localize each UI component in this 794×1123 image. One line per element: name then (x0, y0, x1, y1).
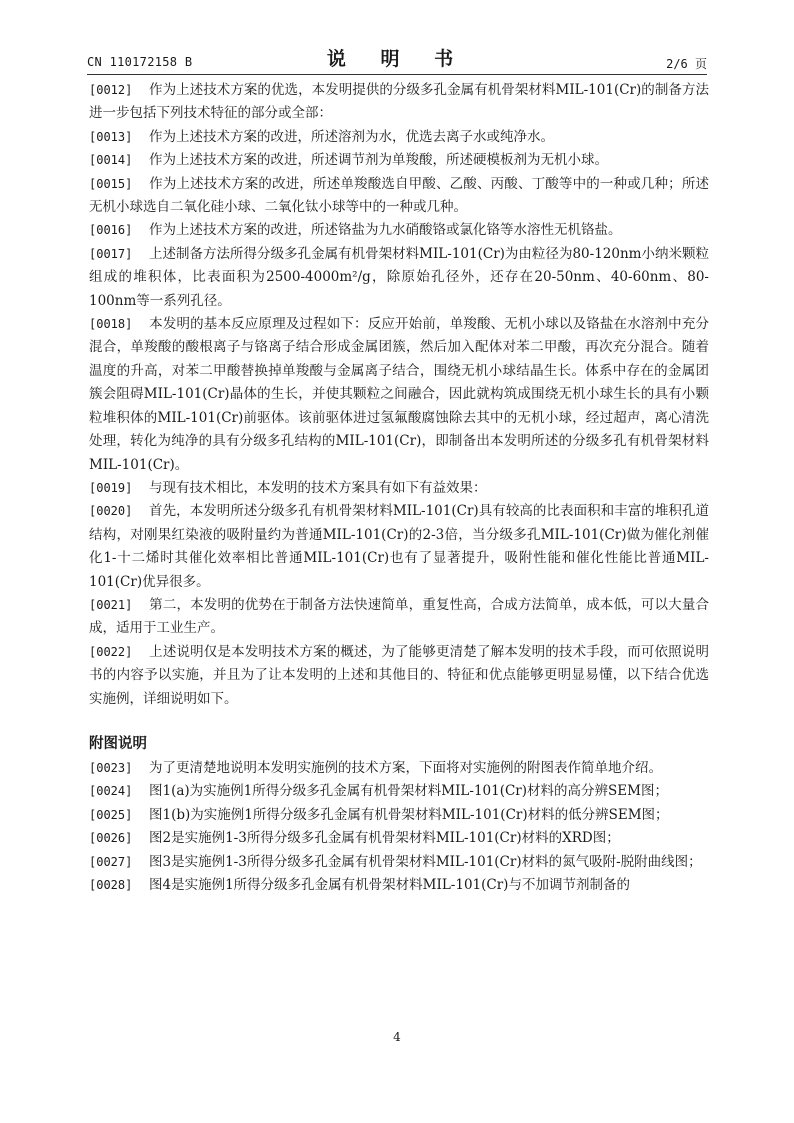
paragraph (89, 641, 709, 711)
paragraph-text: 图1(b)为实施例1所得分级多孔金属有机骨架材料MIL-101(Cr)材料的低分辨SEM图； (149, 806, 669, 823)
paragraph-number: [0012] (89, 83, 133, 97)
paragraph (89, 874, 709, 897)
patent-number: CN 110172158 B (87, 55, 193, 69)
paragraph (89, 780, 709, 803)
paragraph (89, 827, 709, 850)
paragraph-number: [0022] (89, 644, 133, 659)
paragraph-text: 作为上述技术方案的改进，所述铬盐为九水硝酸铬或氯化铬等水溶性无机铬盐。 (149, 222, 622, 239)
paragraph-number: [0020] (89, 504, 133, 519)
paragraph-number: [0024] (89, 784, 133, 799)
paragraph-text: 图2是实施例1-3所得分级多孔金属有机骨架材料MIL-101(Cr)材料的XRD图； (149, 830, 620, 847)
paragraph (89, 126, 709, 149)
paragraph-text: 上述制备方法所得分级多孔金属有机骨架材料MIL-101(Cr)为由粒径为80-120nm小纳米颗粒组成的堆积体，比表面积为2500-4000m²/g，除原始孔径外，还存在20-50nm、40-60nm、80-100nm等一系列孔径。 (89, 245, 709, 309)
paragraph (89, 804, 709, 827)
paragraph-number: [0013] (89, 129, 133, 144)
description-paragraphs (89, 79, 709, 711)
paragraph (89, 313, 709, 477)
paragraph-text: 上述说明仅是本发明技术方案的概述，为了能够更清楚了解本发明的技术手段，而可依照说明书的内容予以实施，并且为了让本发明的上述和其他目的、特征和优点能够更明显易懂，以下结合优选实施例，详细说明如下。 (89, 643, 709, 707)
paragraph-text: 作为上述技术方案的改进，所述单羧酸选自甲酸、乙酸、丙酸、丁酸等中的一种或几种；所述无机小球选自二氧化硅小球、二氧化钛小球等中的一种或几种。 (89, 175, 709, 216)
paragraph (89, 173, 709, 220)
paragraph-number: [0015] (89, 176, 133, 191)
page-header (87, 44, 707, 72)
paragraph (89, 477, 709, 500)
header-divider (87, 74, 707, 75)
paragraph-text: 作为上述技术方案的改进，所述溶剂为水，优选去离子水或纯净水。 (149, 128, 554, 145)
paragraph-text: 作为上述技术方案的优选，本发明提供的分级多孔金属有机骨架材料MIL-101(Cr)的制备方法进一步包括下列技术特征的部分或全部： (89, 82, 709, 122)
paragraph-text: 首先，本发明所述分级多孔有机骨架材料MIL-101(Cr)具有较高的比表面积和丰富的堆积孔道结构，对刚果红染液的吸附量约为普通MIL-101(Cr)的2-3倍，当分级多孔MIL-101(Cr)做为催化剂催化1-十二烯时其催化效率相比普通MIL-101(Cr)也有了显著提升，吸附性能和催化性能比普通MIL-101(Cr)优异很多。 (89, 503, 709, 590)
paragraph-text: 图3是实施例1-3所得分级多孔金属有机骨架材料MIL-101(Cr)材料的氮气吸附-脱附曲线图； (149, 853, 702, 870)
paragraph-text: 图4是实施例1所得分级多孔金属有机骨架材料MIL-101(Cr)与不加调节剂制备的 (149, 877, 630, 893)
paragraph (89, 500, 709, 594)
paragraph-number: [0028] (89, 878, 133, 892)
paragraph (89, 219, 709, 242)
document-body (89, 79, 709, 897)
paragraph-number: [0026] (89, 831, 133, 846)
figure-description-paragraphs (89, 757, 709, 897)
paragraph-text: 本发明的基本反应原理及过程如下：反应开始前，单羧酸、无机小球以及铬盐在水溶剂中充分混合，单羧酸的酸根离子与铬离子结合形成金属团簇，然后加入配体对苯二甲酸，再次充分混合。随着温度的升高，对苯二甲酸替换掉单羧酸与金属离子结合，围绕无机小球结晶生长。体系中存在的金属团簇会阻碍MIL-101(Cr)晶体的生长，并使其颗粒之间融合，因此就构筑成围绕无机小球生长的具有小颗粒堆积体的MIL-101(Cr)前驱体。该前驱体进过氢氟酸腐蚀除去其中的无机小球，经过超声，离心清洗处理，转化为纯净的具有分级多孔结构的MIL-101(Cr)，即制备出本发明所述的分级多孔有机骨架材料MIL-101(Cr)。 (89, 316, 709, 473)
paragraph-number: [0014] (89, 153, 133, 168)
paragraph-number: [0017] (89, 246, 133, 261)
paragraph (89, 757, 709, 780)
paragraph (89, 243, 709, 313)
paragraph-number: [0021] (89, 597, 133, 612)
paragraph-number: [0025] (89, 807, 133, 822)
paragraph-text: 图1(a)为实施例1所得分级多孔金属有机骨架材料MIL-101(Cr)材料的高分辨SEM图； (149, 783, 668, 800)
paragraph-number: [0016] (89, 223, 133, 238)
page-number: 4 (393, 1030, 401, 1044)
paragraph (89, 851, 709, 874)
paragraph-text: 与现有技术相比，本发明的技术方案具有如下有益效果： (149, 479, 487, 496)
paragraph-text: 为了更清楚地说明本发明实施例的技术方案，下面将对实施例的附图表作简单地介绍。 (149, 759, 662, 776)
paragraph-text: 作为上述技术方案的改进，所述调节剂为单羧酸，所述硬模板剂为无机小球。 (149, 152, 608, 169)
paragraph-number: [0018] (89, 317, 133, 332)
page-indicator: 2/6 页 (666, 57, 707, 71)
paragraph (89, 594, 709, 641)
paragraph (89, 79, 709, 126)
document-title: 说 明 书 (326, 48, 468, 70)
paragraph-text: 第二，本发明的优势在于制备方法快速简单，重复性高，合成方法简单，成本低，可以大量合成，适用于工业生产。 (89, 596, 709, 637)
paragraph-number: [0027] (89, 854, 133, 869)
paragraph (89, 149, 709, 172)
paragraph-number: [0023] (89, 760, 133, 775)
paragraph-number: [0019] (89, 480, 133, 495)
section-title-figures: 附图说明 (89, 735, 147, 752)
